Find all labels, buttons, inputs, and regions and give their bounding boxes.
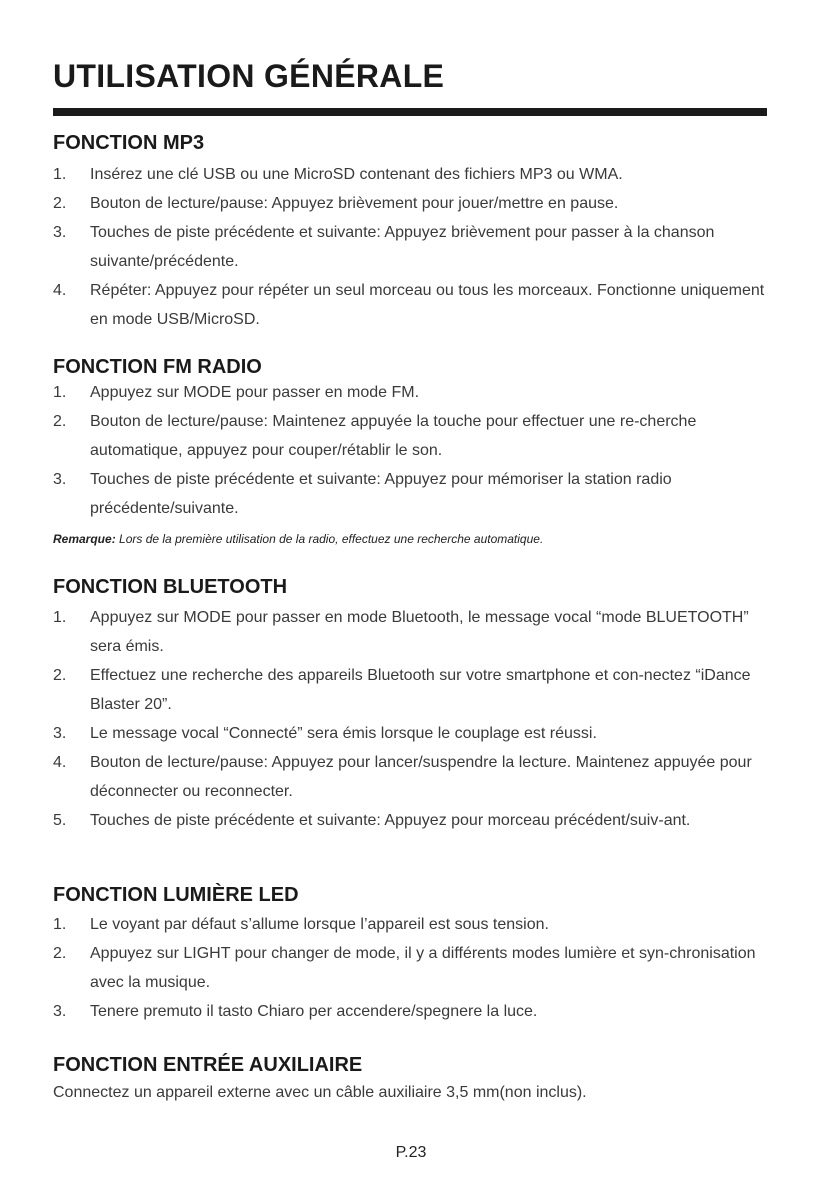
list-item xyxy=(53,378,768,407)
list-item xyxy=(53,407,768,465)
list-mp3 xyxy=(53,160,768,334)
list-item xyxy=(53,465,768,523)
item-number: 1. xyxy=(53,609,67,626)
list-item xyxy=(53,160,768,189)
remark-note xyxy=(53,532,543,546)
item-number: 2. xyxy=(53,195,67,212)
heading-led-light: FONCTION LUMIÈRE LED xyxy=(53,884,299,906)
aux-description: Connectez un appareil externe avec un câble auxiliaire 3,5 mm(non inclus). xyxy=(53,1084,587,1101)
item-number: 3. xyxy=(53,224,67,241)
list-bluetooth xyxy=(53,603,768,835)
list-item xyxy=(53,661,768,719)
item-text: Touches de piste précédente et suivante: Appuyez pour morceau précédent/suiv-ant. xyxy=(90,812,691,829)
item-text: Insérez une clé USB ou une MicroSD contenant des fichiers MP3 ou WMA. xyxy=(90,166,623,183)
item-number: 4. xyxy=(53,282,67,299)
item-text: Touches de piste précédente et suivante: Appuyez pour mémoriser la station radio précédente/suivante. xyxy=(90,471,672,517)
page-title: UTILISATION GÉNÉRALE xyxy=(53,58,445,94)
list-led-light xyxy=(53,910,768,1026)
title-divider xyxy=(53,108,767,116)
item-number: 2. xyxy=(53,667,67,684)
item-text: Répéter: Appuyez pour répéter un seul morceau ou tous les morceaux. Fonctionne uniquement en mode USB/MicroSD. xyxy=(90,282,765,328)
item-text: Bouton de lecture/pause: Appuyez brièvement pour jouer/mettre en pause. xyxy=(90,195,619,212)
item-text: Appuyez sur LIGHT pour changer de mode, il y a différents modes lumière et syn-chronisation avec la musique. xyxy=(90,945,756,991)
item-text: Le message vocal “Connecté” sera émis lorsque le couplage est réussi. xyxy=(90,725,597,742)
remark-text: Lors de la première utilisation de la radio, effectuez une recherche automatique. xyxy=(119,532,544,546)
item-number: 4. xyxy=(53,754,67,771)
list-item xyxy=(53,997,768,1026)
item-text: Le voyant par défaut s’allume lorsque l’appareil est sous tension. xyxy=(90,916,549,933)
item-number: 3. xyxy=(53,725,67,742)
item-number: 1. xyxy=(53,916,67,933)
remark-label: Remarque: xyxy=(53,532,116,546)
item-text: Bouton de lecture/pause: Appuyez pour lancer/suspendre la lecture. Maintenez appuyée pour déconnecter ou reconnecter. xyxy=(90,754,752,800)
list-item xyxy=(53,218,768,276)
list-item xyxy=(53,603,768,661)
list-item xyxy=(53,939,768,997)
list-item xyxy=(53,189,768,218)
list-item xyxy=(53,276,768,334)
item-number: 1. xyxy=(53,166,67,183)
item-number: 2. xyxy=(53,413,67,430)
item-text: Appuyez sur MODE pour passer en mode Bluetooth, le message vocal “mode BLUETOOTH” sera émis. xyxy=(90,609,749,655)
item-text: Effectuez une recherche des appareils Bluetooth sur votre smartphone et con-nectez “iDance Blaster 20”. xyxy=(90,667,751,713)
item-text: Tenere premuto il tasto Chiaro per accendere/spegnere la luce. xyxy=(90,1003,538,1020)
heading-aux-input: FONCTION ENTRÉE AUXILIAIRE xyxy=(53,1054,363,1076)
heading-bluetooth: FONCTION BLUETOOTH xyxy=(53,576,288,598)
heading-mp3: FONCTION MP3 xyxy=(53,132,205,154)
item-text: Bouton de lecture/pause: Maintenez appuyée la touche pour effectuer une re-cherche automatique, appuyez pour couper/rétablir le son. xyxy=(90,413,697,459)
list-item xyxy=(53,748,768,806)
item-number: 3. xyxy=(53,1003,67,1020)
item-number: 5. xyxy=(53,812,67,829)
list-item xyxy=(53,910,768,939)
item-text: Appuyez sur MODE pour passer en mode FM. xyxy=(90,384,420,401)
item-text: Touches de piste précédente et suivante: Appuyez brièvement pour passer à la chanson suivante/précédente. xyxy=(90,224,715,270)
list-item xyxy=(53,719,768,748)
heading-fm-radio: FONCTION FM RADIO xyxy=(53,356,262,378)
item-number: 1. xyxy=(53,384,67,401)
item-number: 3. xyxy=(53,471,67,488)
list-item xyxy=(53,806,768,835)
page-number: P.23 xyxy=(395,1144,427,1161)
item-number: 2. xyxy=(53,945,67,962)
list-fm-radio xyxy=(53,378,768,523)
